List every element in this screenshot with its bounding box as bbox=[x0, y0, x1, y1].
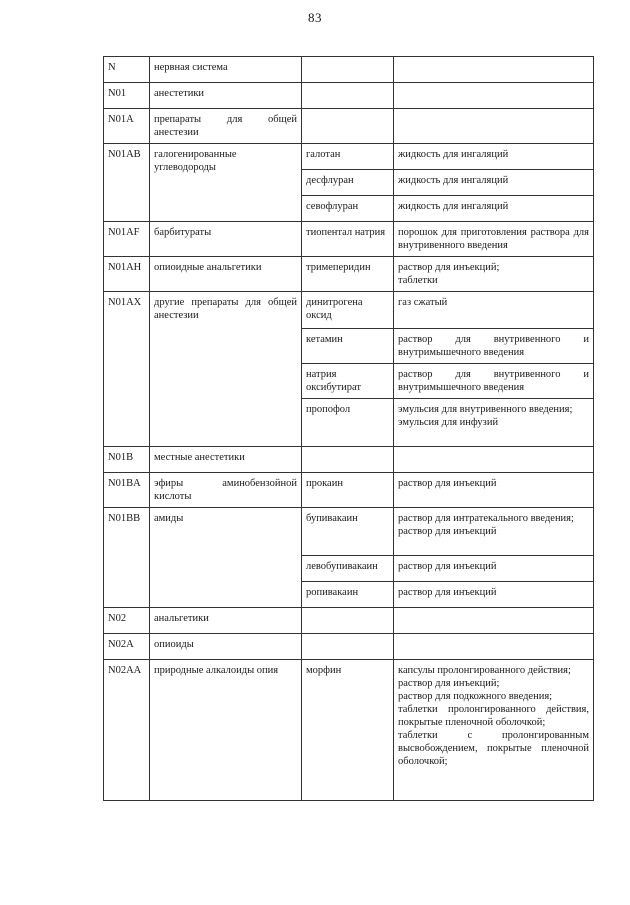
dosage-form-line: капсулы пролонгированного действия; bbox=[398, 665, 571, 676]
atc-code: N02 bbox=[104, 608, 150, 634]
dosage-form-line: раствор для инъекций bbox=[398, 526, 497, 537]
table-row bbox=[104, 660, 594, 801]
dosage-form-line: таблетки с пролонгированным высвобождением, покрытые пленочной оболочкой; bbox=[398, 730, 589, 767]
table-row bbox=[104, 608, 594, 634]
dosage-form: раствор для инъекций bbox=[394, 473, 594, 508]
dosage-form bbox=[394, 399, 594, 447]
drug-name: динитрогена оксид bbox=[302, 292, 394, 329]
group-name: местные анестетики bbox=[150, 447, 302, 473]
dosage-form bbox=[394, 660, 594, 801]
table-row bbox=[104, 57, 594, 83]
table-row bbox=[104, 144, 594, 170]
drug-name bbox=[302, 608, 394, 634]
page-number: 83 bbox=[308, 10, 322, 25]
drug-name: севофлуран bbox=[302, 196, 394, 222]
drug-name: морфин bbox=[302, 660, 394, 801]
atc-code: N01BB bbox=[104, 508, 150, 608]
drug-name: пропофол bbox=[302, 399, 394, 447]
dosage-form-line: таблетки пролонгированного действия, покрытые пленочной оболочкой; bbox=[398, 704, 589, 728]
table-row bbox=[104, 292, 594, 329]
drug-name: прокаин bbox=[302, 473, 394, 508]
drug-name: натрия оксибутират bbox=[302, 364, 394, 399]
dosage-form-line: раствор для инъекций; bbox=[398, 262, 500, 273]
group-name: анальгетики bbox=[150, 608, 302, 634]
drug-name: десфлуран bbox=[302, 170, 394, 196]
atc-code: N01 bbox=[104, 83, 150, 109]
dosage-form: раствор для внутривенного и внутримышечного введения bbox=[394, 329, 594, 364]
atc-code: N bbox=[104, 57, 150, 83]
atc-code: N01AB bbox=[104, 144, 150, 222]
group-name: галогенированные углеводороды bbox=[150, 144, 302, 222]
group-name: другие препараты для общей анестезии bbox=[150, 292, 302, 447]
drug-name bbox=[302, 57, 394, 83]
dosage-form: жидкость для ингаляций bbox=[394, 144, 594, 170]
drug-name bbox=[302, 447, 394, 473]
dosage-form-line: раствор для инъекций; bbox=[398, 678, 500, 689]
dosage-form bbox=[394, 447, 594, 473]
dosage-form-line: эмульсия для внутривенного введения; bbox=[398, 404, 573, 415]
drug-name: ропивакаин bbox=[302, 582, 394, 608]
atc-code: N01B bbox=[104, 447, 150, 473]
atc-code: N01AF bbox=[104, 222, 150, 257]
table-row bbox=[104, 222, 594, 257]
atc-code: N02A bbox=[104, 634, 150, 660]
drug-name bbox=[302, 109, 394, 144]
dosage-form: порошок для приготовления раствора для внутривенного введения bbox=[394, 222, 594, 257]
dosage-form bbox=[394, 109, 594, 144]
dosage-form bbox=[394, 634, 594, 660]
dosage-form bbox=[394, 83, 594, 109]
group-name: опиоидные анальгетики bbox=[150, 257, 302, 292]
group-name: анестетики bbox=[150, 83, 302, 109]
group-name: нервная система bbox=[150, 57, 302, 83]
drug-name: тримеперидин bbox=[302, 257, 394, 292]
dosage-form-line: раствор для подкожного введения; bbox=[398, 691, 553, 702]
atc-code: N01AX bbox=[104, 292, 150, 447]
dosage-form-line: эмульсия для инфузий bbox=[398, 417, 499, 428]
table-row bbox=[104, 508, 594, 556]
dosage-form-line: раствор для интратекального введения; bbox=[398, 513, 574, 524]
dosage-form: газ сжатый bbox=[394, 292, 594, 329]
atc-code: N01A bbox=[104, 109, 150, 144]
atc-code: N01BA bbox=[104, 473, 150, 508]
dosage-form: раствор для инъекций bbox=[394, 582, 594, 608]
table-row bbox=[104, 257, 594, 292]
drug-name: галотан bbox=[302, 144, 394, 170]
table-row bbox=[104, 447, 594, 473]
group-name: эфиры аминобензойной кислоты bbox=[150, 473, 302, 508]
drug-classification-table bbox=[103, 56, 594, 801]
dosage-form: раствор для инъекций bbox=[394, 556, 594, 582]
drug-name bbox=[302, 83, 394, 109]
drug-name bbox=[302, 634, 394, 660]
table-row bbox=[104, 83, 594, 109]
dosage-form: жидкость для ингаляций bbox=[394, 196, 594, 222]
group-name: природные алкалоиды опия bbox=[150, 660, 302, 801]
drug-name: левобупивакаин bbox=[302, 556, 394, 582]
dosage-form bbox=[394, 508, 594, 556]
table-row bbox=[104, 473, 594, 508]
group-name: барбитураты bbox=[150, 222, 302, 257]
group-name: препараты для общей анестезии bbox=[150, 109, 302, 144]
dosage-form bbox=[394, 257, 594, 292]
table-row bbox=[104, 109, 594, 144]
group-name: опиоиды bbox=[150, 634, 302, 660]
atc-code: N01AH bbox=[104, 257, 150, 292]
dosage-form: раствор для внутривенного и внутримышечного введения bbox=[394, 364, 594, 399]
dosage-form bbox=[394, 608, 594, 634]
drug-name: кетамин bbox=[302, 329, 394, 364]
drug-name: тиопентал натрия bbox=[302, 222, 394, 257]
table-row bbox=[104, 634, 594, 660]
dosage-form bbox=[394, 57, 594, 83]
dosage-form-line: таблетки bbox=[398, 275, 438, 286]
group-name: амиды bbox=[150, 508, 302, 608]
drug-name: бупивакаин bbox=[302, 508, 394, 556]
dosage-form: жидкость для ингаляций bbox=[394, 170, 594, 196]
atc-code: N02AA bbox=[104, 660, 150, 801]
